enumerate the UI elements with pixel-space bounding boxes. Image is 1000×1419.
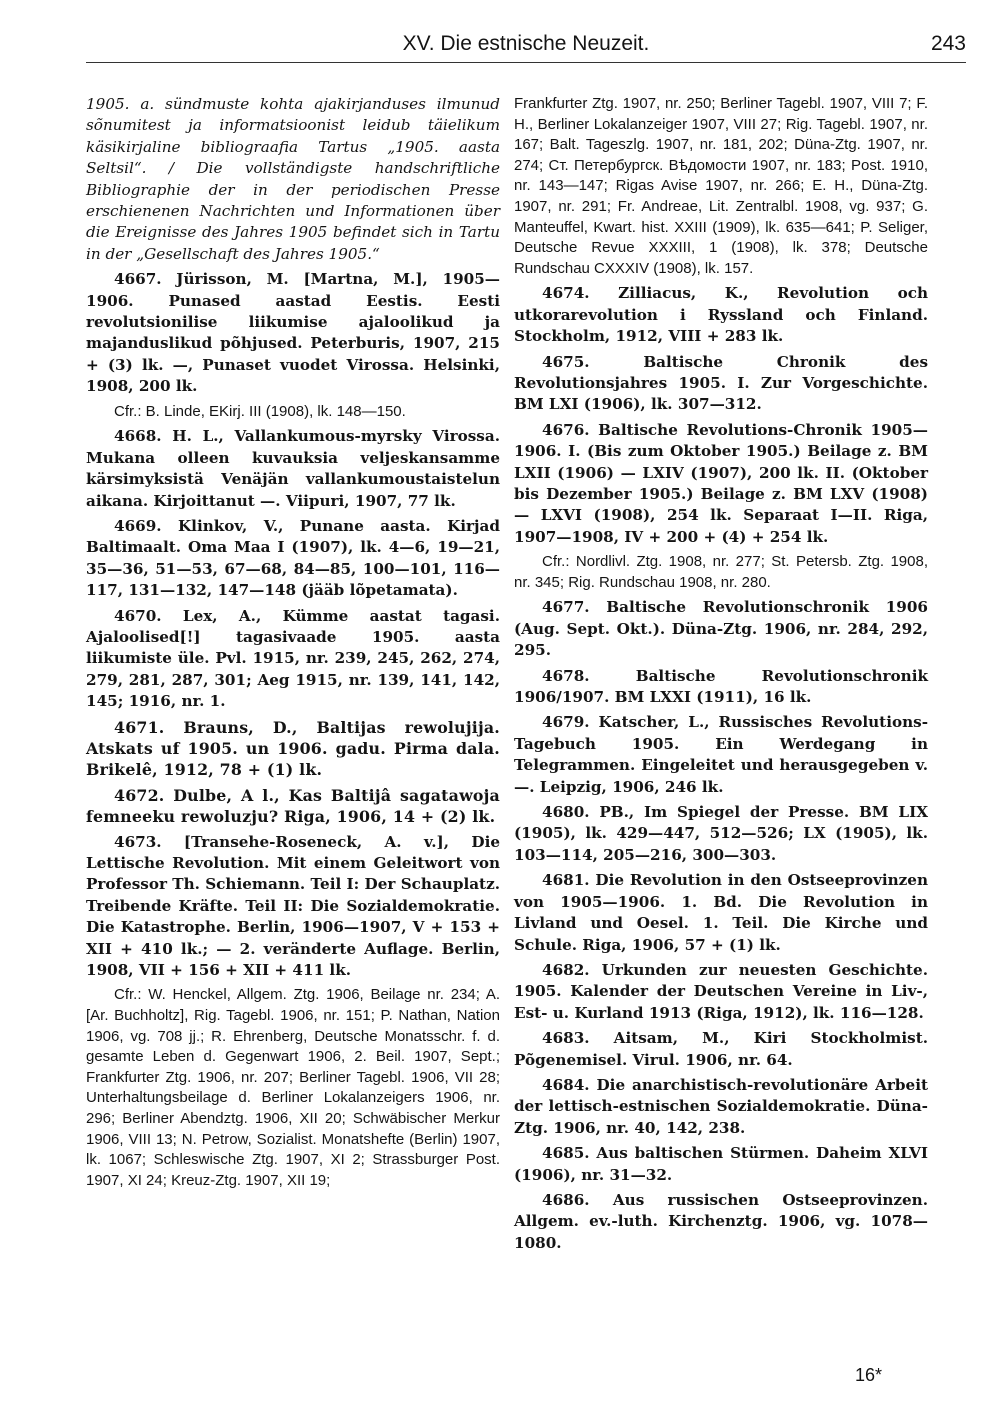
entry-4676: 4676. Baltische Revolutions-Chronik 1905—1906. I. (Bis zum Oktober 1905.) Beilage z. BM LXII (1906) — LXIV (1907), 200 lk. II. (Oktober bis Dezember 1905.) Beilage z. BM LXV (1908) — LXVI (1908), 254 lk. Separaat I—II. Riga, 1907—1908, IV + 200 + (4) + 254 lk. — [514, 420, 928, 546]
entry-4668: 4668. H. L., Vallankumous-myrsky Virossa. Mukana olleen kuvauksia veljeskansamme kärsimyksistä Venäjän vallankumoustaistelun aikana. Kirjoittanut —. Viipuri, 1907, 77 lk. — [86, 427, 500, 510]
right-column — [514, 94, 928, 1258]
entry-4670: 4670. Lex, A., Kümme aastat tagasi. Ajaloolised[!] tagasivaade 1905. aasta liikumiste üle. Pvl. 1915, nr. 239, 245, 262, 274, 279, 281, 287, 301; Aeg 1915, nr. 139, 141, 142, 145; 1916, nr. 1. — [86, 606, 500, 711]
entry-4675: 4675. Baltische Chronik des Revolutionsjahres 1905. I. Zur Vorgeschichte. BM LXI (1906), lk. 307—312. — [514, 352, 928, 414]
entry-4683: 4683. Aitsam, M., Kiri Stockholmist. Põgenemisel. Virul. 1906, nr. 64. — [514, 1029, 928, 1069]
intro-note: 1905. a. sündmuste kohta ajakirjanduses ilmunud sõnumitest ja informatsioonist leidub täielikum käsikirjaline bibliograafia Tartus „1905. aasta Seltsil“. / Die vollständigste handschriftliche Bibliographie der in der periodischen Presse erschienenen Nachrichten und Informationen über die Ereignisse des Jahres 1905 befindet sich in Tartu in der „Gesellschaft des Jahres 1905.“ — [86, 95, 500, 263]
entry-4671: 4671. Brauns, D., Baltijas rewolujija. Atskats uf 1905. un 1906. gadu. Pirma dala. Brikelê, 1912, 78 + (1) lk. — [86, 717, 500, 780]
entry-4667-cfr: Cfr.: B. Linde, EKirj. III (1908), lk. 148—150. — [114, 402, 406, 420]
entry-4684: 4684. Die anarchistisch-revolutionäre Arbeit der lettisch-estnischen Sozialdemokratie. Düna-Ztg. 1906, nr. 40, 142, 238. — [514, 1075, 928, 1137]
entry-4672: 4672. Dulbe, A l., Kas Baltijâ sagatawoja femneeku rewoluzju? Riga, 1906, 14 + (2) lk. — [86, 785, 500, 827]
page-number: 243 — [930, 32, 966, 55]
entry-4669: 4669. Klinkov, V., Punane aasta. Kirjad Baltimaalt. Oma Maa I (1907), lk. 4—6, 19—21, 35—36, 51—53, 67—68, 84—85, 100—101, 116—117, 131—132, 147—148 (jääb lõpetamata). — [86, 516, 500, 600]
entry-4679: 4679. Katscher, L., Russisches Revolutions-Tagebuch 1905. Ein Werdegang in Telegrammen. Eingeleitet und herausgegeben v. —. Leipzig, 1906, 246 lk. — [514, 713, 928, 796]
entry-4673-cfr: Cfr.: W. Henckel, Allgem. Ztg. 1906, Beilage nr. 234; A. [Ar. Buchholtz], Rig. Tagebl. 1906, nr. 151; P. Nathan, Nation 1906, vg. 708 jj.; R. Ehrenberg, Deutsche Monatsschr. f. d. gesamte Leben d. Gegenwart 1906, 2. Beil. 1907, Sept.; Frankfurter Ztg. 1906, nr. 207; Berliner Tagebl. 1906, VII 28; Unterhaltungsbeilage d. Berliner Lokalanzeigers 1906, nr. 296; Berliner Abendztg. 1906, XII 20; Schwäbischer Merkur 1906, VIII 13; N. Petrow, Sozialist. Monatshefte (Berlin) 1907, lk. 1067; Schleswische Ztg. 1907, XI 2; Strassburger Post. 1907, XI 24; Kreuz-Ztg. 1907, XII 19; — [86, 986, 500, 1189]
running-header — [86, 32, 966, 63]
entry-4676-cfr: Cfr.: Nordlivl. Ztg. 1908, nr. 277; St. Petersb. Ztg. 1908, nr. 345; Rig. Rundschau 1908, nr. 280. — [514, 553, 928, 591]
entry-4677: 4677. Baltische Revolutionschronik 1906 (Aug. Sept. Okt.). Düna-Ztg. 1906, nr. 284, 292, 295. — [514, 598, 928, 660]
entry-4686: 4686. Aus russischen Ostseeprovinzen. Allgem. ev.-luth. Kirchenztg. 1906, vg. 1078—1080. — [514, 1190, 928, 1252]
entry-4681: 4681. Die Revolution in den Ostseeprovinzen von 1905—1906. 1. Bd. Die Revolution in Livland und Oesel. 1. Teil. Die Kirche und Schule. Riga, 1906, 57 + (1) lk. — [514, 871, 928, 954]
entry-4667: 4667. Jürisson, M. [Martna, M.], 1905—1906. Punased aastad Eestis. Eesti revolutsionilise liikumise ajaloolikud ja majanduslikud põhjused. Peterburis, 1907, 215 + (3) lk. —, Punaset vuodet Virossa. Helsinki, 1908, 200 lk. — [86, 270, 500, 396]
entry-4673-cfr-continued: Frankfurter Ztg. 1907, nr. 250; Berliner Tagebl. 1907, VIII 7; F. H., Berliner Lokalanzeiger 1907, VIII 27; Rig. Tagebl. 1907, nr. 167; Balt. Tageszlg. 1907, nr. 181, 202; Düna-Ztg. 1907, nr. 274; Ст. Петербургск. Вѣдомости 1907, nr. 183; Post. 1910, nr. 143—147; Rigas Avise 1907, nr. 266; E. H., Düna-Ztg. 1907, nr. 291; Fr. Andreae, Lit. Zentralbl. 1908, vg. 937; G. Manteuffel, Kwart. hist. XXIII (1909), lk. 635—641; P. Seliger, Deutsche Revue XXXIII, 1 (1908), lk. 378; Deutsche Rundschau CXXXIV (1908), lk. 157. — [514, 95, 928, 277]
entry-4682: 4682. Urkunden zur neuesten Geschichte. 1905. Kalender der Deutschen Vereine in Liv-, Est- u. Kurland 1913 (Riga, 1912), lk. 116—128. — [514, 960, 928, 1022]
entry-4680: 4680. PB., Im Spiegel der Presse. BM LIX (1905), lk. 429—447, 512—526; LX (1905), lk. 103—114, 205—216, 300—303. — [514, 803, 928, 864]
left-column — [86, 94, 500, 1195]
entry-4678: 4678. Baltische Revolutionschronik 1906/1907. BM LXXI (1911), 16 lk. — [514, 666, 928, 707]
entry-4674: 4674. Zilliacus, K., Revolution och utkorarevolution i Ryssland och Finland. Stockholm, 1912, VIII + 283 lk. — [514, 284, 928, 346]
entry-4685: 4685. Aus baltischen Stürmen. Daheim XLVI (1906), nr. 31—32. — [514, 1144, 928, 1184]
signature-mark: 16* — [855, 1365, 883, 1385]
entry-4673: 4673. [Transehe-Roseneck, A. v.], Die Lettische Revolution. Mit einem Geleitwort von Professor Th. Schiemann. Teil I: Der Schauplatz. Treibende Kräfte. Teil II: Die Sozialdemokratie. Die Katastrophe. Berlin, 1906—1907, V + 153 + XII + 410 lk.; — 2. veränderte Auflage. Berlin, 1908, VII + 156 + XII + 411 lk. — [86, 832, 500, 980]
running-title: XV. Die estnische Neuzeit. — [402, 32, 650, 55]
